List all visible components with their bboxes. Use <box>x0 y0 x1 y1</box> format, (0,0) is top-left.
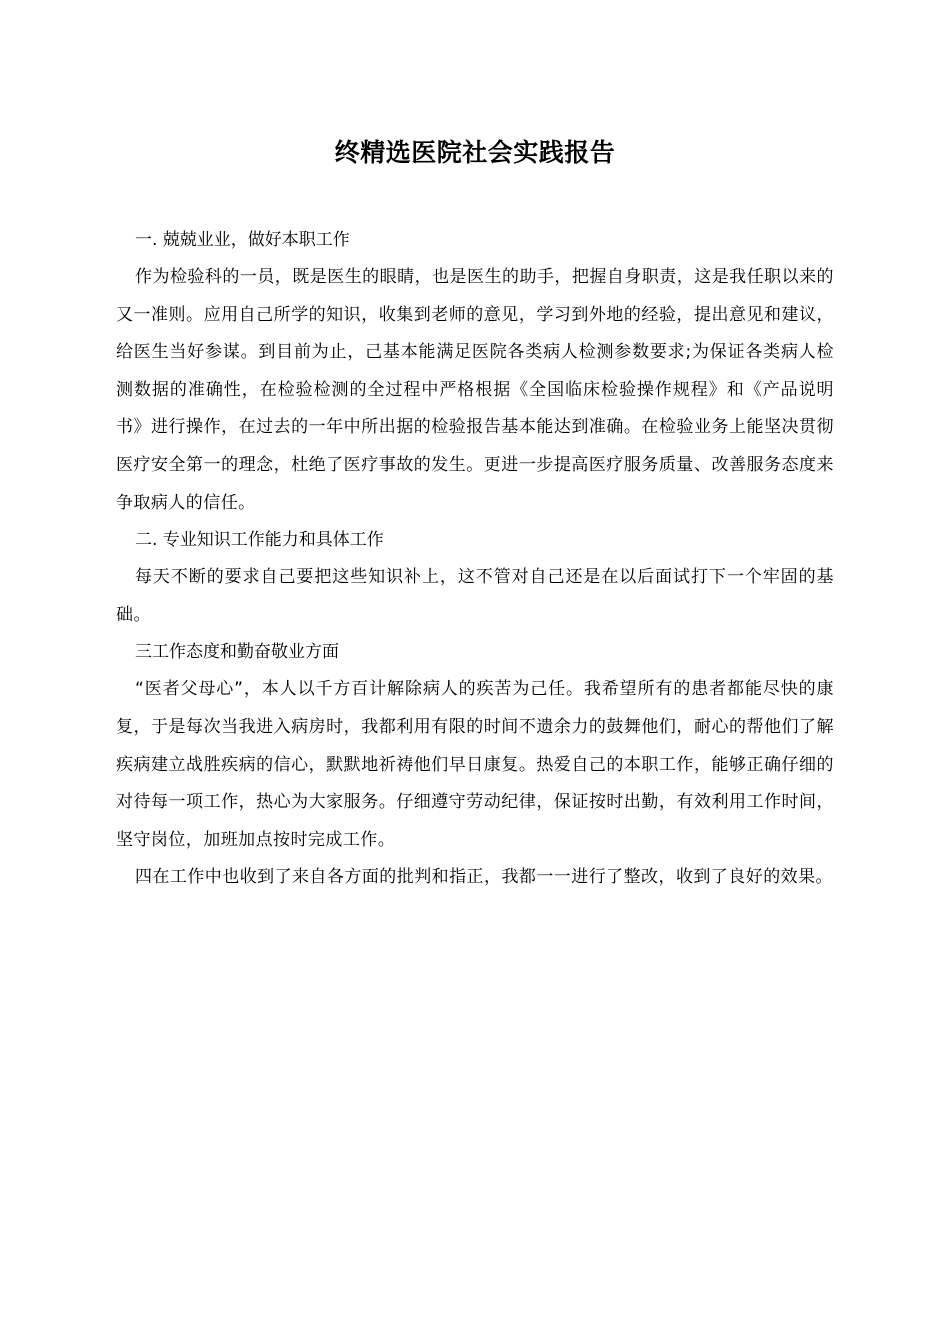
section-paragraph-2: 每天不断的要求自己要把这些知识补上，这不管对自己还是在以后面试打下一个牢固的基础。 <box>116 567 834 625</box>
section-heading-2: 二. 专业知识工作能力和具体工作 <box>135 530 384 551</box>
document-body <box>116 222 834 897</box>
document-title: 终精选医院社会实践报告 <box>334 138 616 167</box>
section-heading-3: 三工作态度和勤奋敬业方面 <box>135 642 339 663</box>
section-paragraph-1: 作为检验科的一员，既是医生的眼睛，也是医生的助手，把握自身职责，这是我任职以来的又一准则。应用自己所学的知识，收集到老师的意见，学习到外地的经验，提出意见和建议，给医生当好参谋。到目前为止，己基本能满足医院各类病人检测参数要求;为保证各类病人检测数据的准确性，在检验检测的全过程中严格根据《全国临床检验操作规程》和《产品说明书》进行操作，在过去的一年中所出据的检验报告基本能达到准确。在检验业务上能坚决贯彻医疗安全第一的理念，杜绝了医疗事故的发生。更进一步提高医疗服务质量、改善服务态度来争取病人的信任。 <box>116 267 834 513</box>
section-paragraph-3: “医者父母心”，本人以千方百计解除病人的疾苦为己任。我希望所有的患者都能尽快的康复，于是每次当我进入病房时，我都利用有限的时间不遗余力的鼓舞他们，耐心的帮他们了解疾病建立战胜疾病的信心，默默地祈祷他们早日康复。热爱自己的本职工作，能够正确仔细的对待每一项工作，热心为大家服务。仔细遵守劳动纪律，保证按时出勤，有效利用工作时间，坚守岗位，加班加点按时完成工作。 <box>116 679 834 850</box>
section-paragraph-4: 四在工作中也收到了来自各方面的批判和指正，我都一一进行了整改，收到了良好的效果。 <box>135 867 833 888</box>
section-heading-1: 一. 兢兢业业，做好本职工作 <box>135 230 350 250</box>
